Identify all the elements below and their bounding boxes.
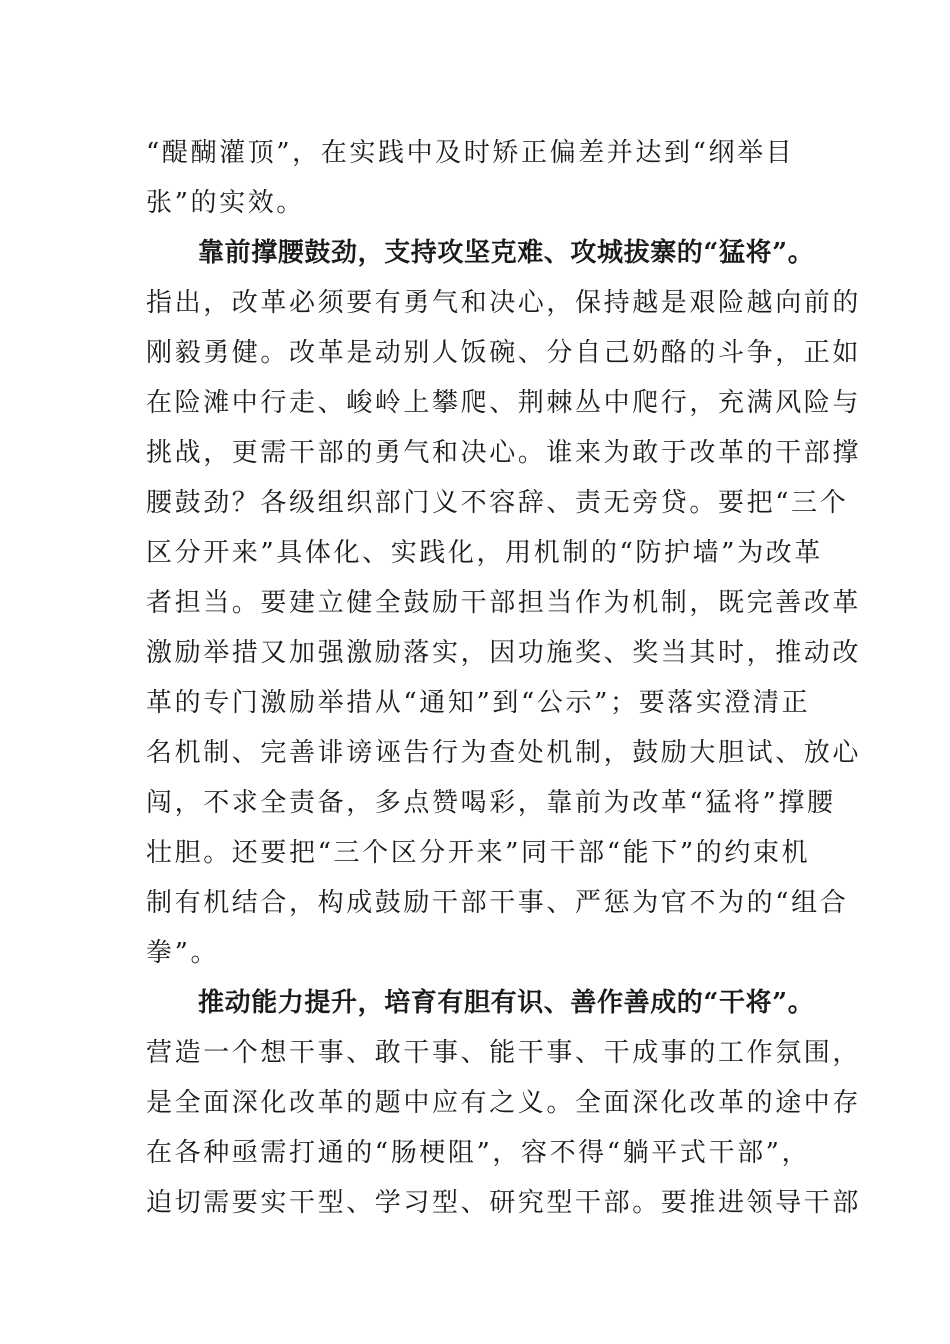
section-ganjiang (146, 978, 862, 1228)
text-line: 营造一个想干事、敢干事、能干事、干成事的工作氛围， (146, 1038, 862, 1068)
text-line: 在各种亟需打通的“肠梗阻”，容不得“躺平式干部”， (146, 1138, 811, 1168)
text-line: 区分开来”具体化、实践化，用机制的“防护墙”为改革 (146, 538, 823, 568)
text-line: 迫切需要实干型、学习型、研究型干部。要推进领导干部 (146, 1188, 862, 1218)
paragraph-continuation (146, 128, 818, 228)
text-line: 在险滩中行走、峻岭上攀爬、荆棘丛中爬行，充满风险与 (146, 388, 862, 418)
text-line: 制有机结合，构成鼓励干部干事、严惩为官不为的“组合 (146, 888, 849, 918)
section-mengjiang (146, 228, 862, 978)
text-line: 挑战，更需干部的勇气和决心。谁来为敢于改革的干部撑 (146, 438, 862, 468)
text-line: 指出，改革必须要有勇气和决心，保持越是艰险越向前的 (146, 288, 862, 318)
text-line: 革的专门激励举措从“通知”到“公示”；要落实澄清正 (146, 688, 811, 718)
text-line: “醍醐灌顶”，在实践中及时矫正偏差并达到“纲举目 (146, 138, 795, 168)
text-line: 名机制、完善诽谤诬告行为查处机制，鼓励大胆试、放心 (146, 738, 862, 768)
section-heading: 靠前撑腰鼓劲，支持攻坚克难、攻城拔寨的“猛将”。 (198, 238, 815, 268)
text-line: 腰鼓劲？各级组织部门义不容辞、责无旁贷。要把“三个 (146, 488, 849, 518)
text-line: 壮胆。还要把“三个区分开来”同干部“能下”的约束机 (146, 838, 811, 868)
text-line: 拳”。 (146, 938, 220, 968)
text-line: 张”的实效。 (146, 188, 305, 218)
text-line: 激励举措又加强激励落实，因功施奖、奖当其时，推动改 (146, 638, 862, 668)
text-line: 刚毅勇健。改革是动别人饭碗、分自己奶酪的斗争，正如 (146, 338, 862, 368)
text-line: 是全面深化改革的题中应有之义。全面深化改革的途中存 (146, 1088, 862, 1118)
text-line: 闯，不求全责备，多点赞喝彩，靠前为改革“猛将”撑腰 (146, 788, 836, 818)
section-heading: 推动能力提升，培育有胆有识、善作善成的“干将”。 (198, 988, 815, 1018)
text-line: 者担当。要建立健全鼓励干部担当作为机制，既完善改革 (146, 588, 862, 618)
